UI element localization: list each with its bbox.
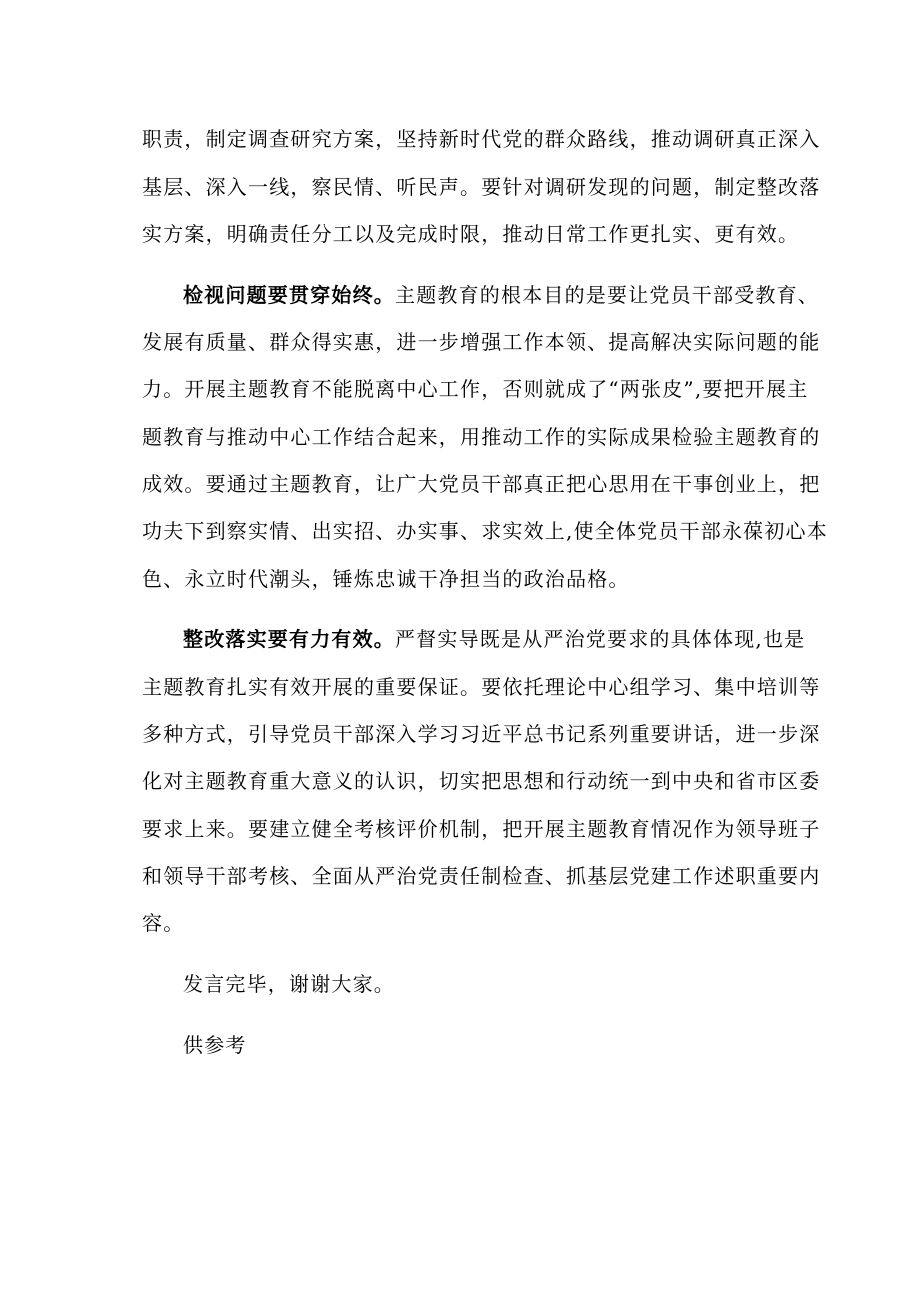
paragraph-line: 职责，制定调查研究方案，坚持新时代党的群众路线，推动调研真正深入 [142,127,821,151]
section-heading: 检视问题要贯穿始终。 [183,283,395,307]
paragraph-line: 容。 [142,911,185,935]
paragraph-line: 多种方式，引导党员干部深入学习习近平总书记系列重要讲话，进一步深 [142,722,821,746]
paragraph-text: 主题教育的根本目的是要让党员干部受教育、 [395,283,819,307]
paragraph-line: 化对主题教育重大意义的认识，切实把思想和行动统一到中央和省市区委 [142,769,821,793]
section-heading: 整改落实要有力有效。 [183,627,395,651]
paragraph-text: 严督实导既是从严治党要求的具体体现,也是 [395,627,806,651]
paragraph-line: 实方案，明确责任分工以及完成时限，推动日常工作更扎实、更有效。 [142,222,800,246]
paragraph-line: 和领导干部考核、全面从严治党责任制检查、抓基层党建工作述职重要内 [142,864,821,888]
paragraph-line: 基层、深入一线，察民情、听民声。要针对调研发现的问题，制定整改落 [142,175,821,199]
paragraph-first-line [183,626,833,652]
paragraph-line: 主题教育扎实有效开展的重要保证。要依托理论中心组学习、集中培训等 [142,675,821,699]
paragraph-line: 发展有质量、群众得实惠，进一步增强工作本领、提高解决实际问题的能 [142,330,821,354]
closing-remark: 发言完毕，谢谢大家。 [183,972,395,996]
paragraph-line: 力。开展主题教育不能脱离中心工作，否则就成了“两张皮”,要把开展主 [142,377,809,401]
paragraph-first-line [183,282,833,308]
reference-note: 供参考 [183,1033,247,1057]
paragraph-line: 题教育与推动中心工作结合起来，用推动工作的实际成果检验主题教育的 [142,425,821,449]
paragraph-line: 色、永立时代潮头，锤炼忠诚干净担当的政治品格。 [142,567,630,591]
paragraph-line: 要求上来。要建立健全考核评价机制，把开展主题教育情况作为领导班子 [142,817,821,841]
paragraph-line: 成效。要通过主题教育，让广大党员干部真正把心思用在干事创业上，把 [142,472,821,496]
paragraph-line: 功夫下到察实情、出实招、办实事、求实效上,使全体党员干部永葆初心本 [142,519,828,543]
